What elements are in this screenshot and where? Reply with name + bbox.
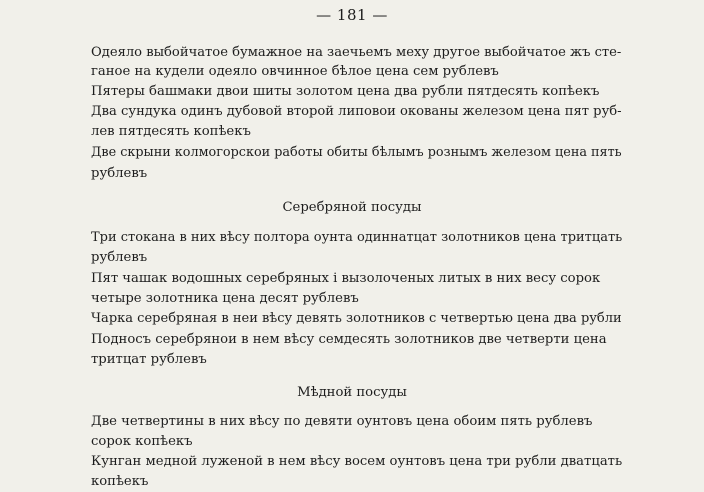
text-line: ганое на кудели одеяло овчинное бѣлое цена сем рублевъ [91,64,499,79]
text-line: Чарка серебряная в неи вѣсу девять золотников с четвертью цена два рубли [91,311,622,326]
text-line: рублевъ [91,166,148,181]
text-line: Две скрыни колмогорскои работы обиты бѣлымъ рознымъ железом цена пять [91,145,622,160]
text-line: Два сундука одинъ дубовой второй липовои окованы железом цена пят руб- [91,104,622,119]
text-line: тритцат рублевъ [91,352,207,367]
section-heading-silver: Серебряной посуды [282,200,422,215]
text-line: Три стокана в них вѣсу полтора оунта одиннатцат золотников цена тритцать [91,230,623,245]
page-number: — 181 — [316,6,388,24]
text-line: Пятеры башмаки двои шиты золотом цена два рубли пятдесять копѣекъ [91,84,600,99]
text-line: рублевъ [91,250,148,265]
section-heading-copper: Мѣдной посуды [297,385,407,400]
text-line: Подносъ серебрянои в нем вѣсу семдесять золотников две четверти цена [91,332,607,347]
text-line: сорок копѣекъ [91,434,193,449]
text-line: четыре золотника цена десят рублевъ [91,291,359,306]
text-line: лев пятдесять копѣекъ [91,124,251,139]
text-line: копѣекъ [91,474,149,489]
text-line: Две четвертины в них вѣсу по девяти оунтовъ цена обоим пять рублевъ [91,414,593,429]
text-line: Пят чашак водошных серебряных і вызолоченых литых в них весу сорок [91,271,601,286]
text-line: Одеяло выбойчатое бумажное на заечьемъ меху другое выбойчатое жъ сте- [91,45,622,60]
text-line: Кунган медной луженой в нем вѣсу восем оунтовъ цена три рубли дватцать [91,454,623,469]
